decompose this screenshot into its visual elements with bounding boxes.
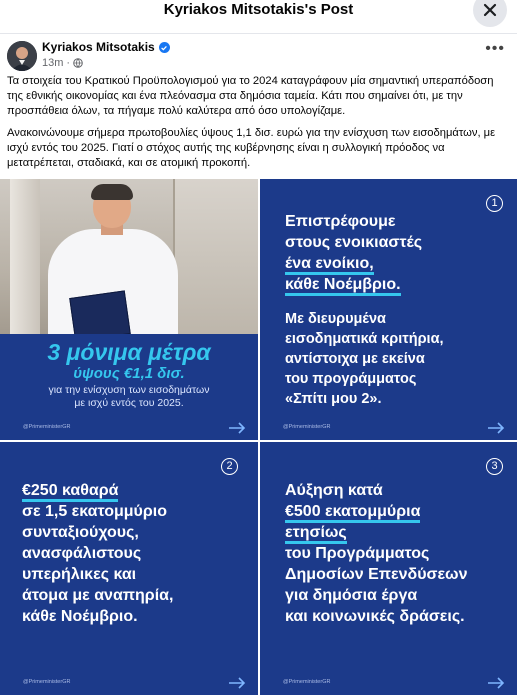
- dialog-header: [0, 0, 517, 34]
- tile-subheadline: ύψους €1,1 δισ.: [73, 365, 185, 382]
- dialog-title: Kyriakos Mitsotakis's Post: [163, 1, 354, 18]
- tile-number: 2: [221, 458, 238, 475]
- tile-handle: @PrimeministerGR: [283, 424, 331, 430]
- tile-detail: Με διευρυμένα εισοδηματικά κριτήρια, αντίστοιχα με εκείνα του προγράμματος «Σπίτι μου 2».: [285, 311, 444, 407]
- arrow-right-icon: [487, 422, 505, 434]
- close-icon: [483, 3, 497, 17]
- image-tile-4[interactable]: [260, 442, 517, 695]
- author-name-row: [42, 40, 170, 55]
- tile-handle: @PrimeministerGR: [23, 424, 71, 430]
- author-name[interactable]: Kyriakos Mitsotakis: [42, 40, 155, 54]
- post-paragraph: Ανακοινώνουμε σήμερα πρωτοβουλίες ύψους 1,1 δισ. ευρώ για την ενίσχυση των εισοδημάτων, με ισχύ εντός του 2025. Γιατί ο στόχος αυτής της κυβέρνησης είναι η συλλογική πρόοδος να μετατρέπεται, σταδιακά, και σε ατομική προκοπή.: [7, 127, 496, 169]
- tile-handle: @PrimeministerGR: [283, 679, 331, 685]
- more-icon[interactable]: •••: [485, 40, 505, 57]
- tile-headline: 3 μόνιμα μέτρα: [47, 339, 211, 365]
- tile-caption: για την ενίσχυση των εισοδημάτων με ισχύ εντός του 2025.: [48, 384, 210, 409]
- image-tile-3[interactable]: [0, 442, 258, 695]
- photo: [0, 179, 258, 334]
- post-paragraph: Τα στοιχεία του Κρατικού Προϋπολογισμού για το 2024 καταγράφουν μία σημαντική υπεραπόδοση της εθνικής οικονομίας και ένα πλεόνασμα στα δημόσια ταμεία. Κάτι που σημαίνει ότι, με την προσπάθεια όλων, τα πήγαμε πολύ καλύτερα από όσο υπολογίζαμε.: [7, 75, 494, 117]
- arrow-right-icon: [228, 677, 246, 689]
- meta-separator: ·: [66, 57, 71, 69]
- verified-icon: [159, 42, 170, 53]
- image-tile-2[interactable]: [260, 179, 517, 440]
- post-time[interactable]: 13m: [42, 57, 64, 69]
- arrow-right-icon: [487, 677, 505, 689]
- globe-icon: [73, 58, 83, 68]
- post-header: [0, 34, 517, 74]
- tile-number: 3: [486, 458, 503, 475]
- tile-text: Επιστρέφουμε στους ενοικιαστές ένα ενοίκιο, κάθε Νοέμβριο.: [285, 211, 422, 295]
- arrow-right-icon: [228, 422, 246, 434]
- close-button[interactable]: [473, 0, 507, 27]
- image-tile-1[interactable]: [0, 179, 258, 440]
- avatar[interactable]: [7, 41, 37, 71]
- post-image-grid: [0, 179, 517, 695]
- tile-number: 1: [486, 195, 503, 212]
- tile-text: €250 καθαρά σε 1,5 εκατομμύριο συνταξιούχους, ανασφάλιστους υπερήλικες και άτομα με αναπηρία, κάθε Νοέμβριο.: [22, 482, 174, 625]
- tile-handle: @PrimeministerGR: [23, 679, 71, 685]
- post-body: [7, 74, 512, 178]
- tile-text: Αύξηση κατά €500 εκατομμύρια ετησίως του Προγράμματος Δημοσίων Επενδύσεων για δημόσια έργα και κοινωνικές δράσεις.: [285, 482, 468, 625]
- post-meta: [42, 57, 83, 69]
